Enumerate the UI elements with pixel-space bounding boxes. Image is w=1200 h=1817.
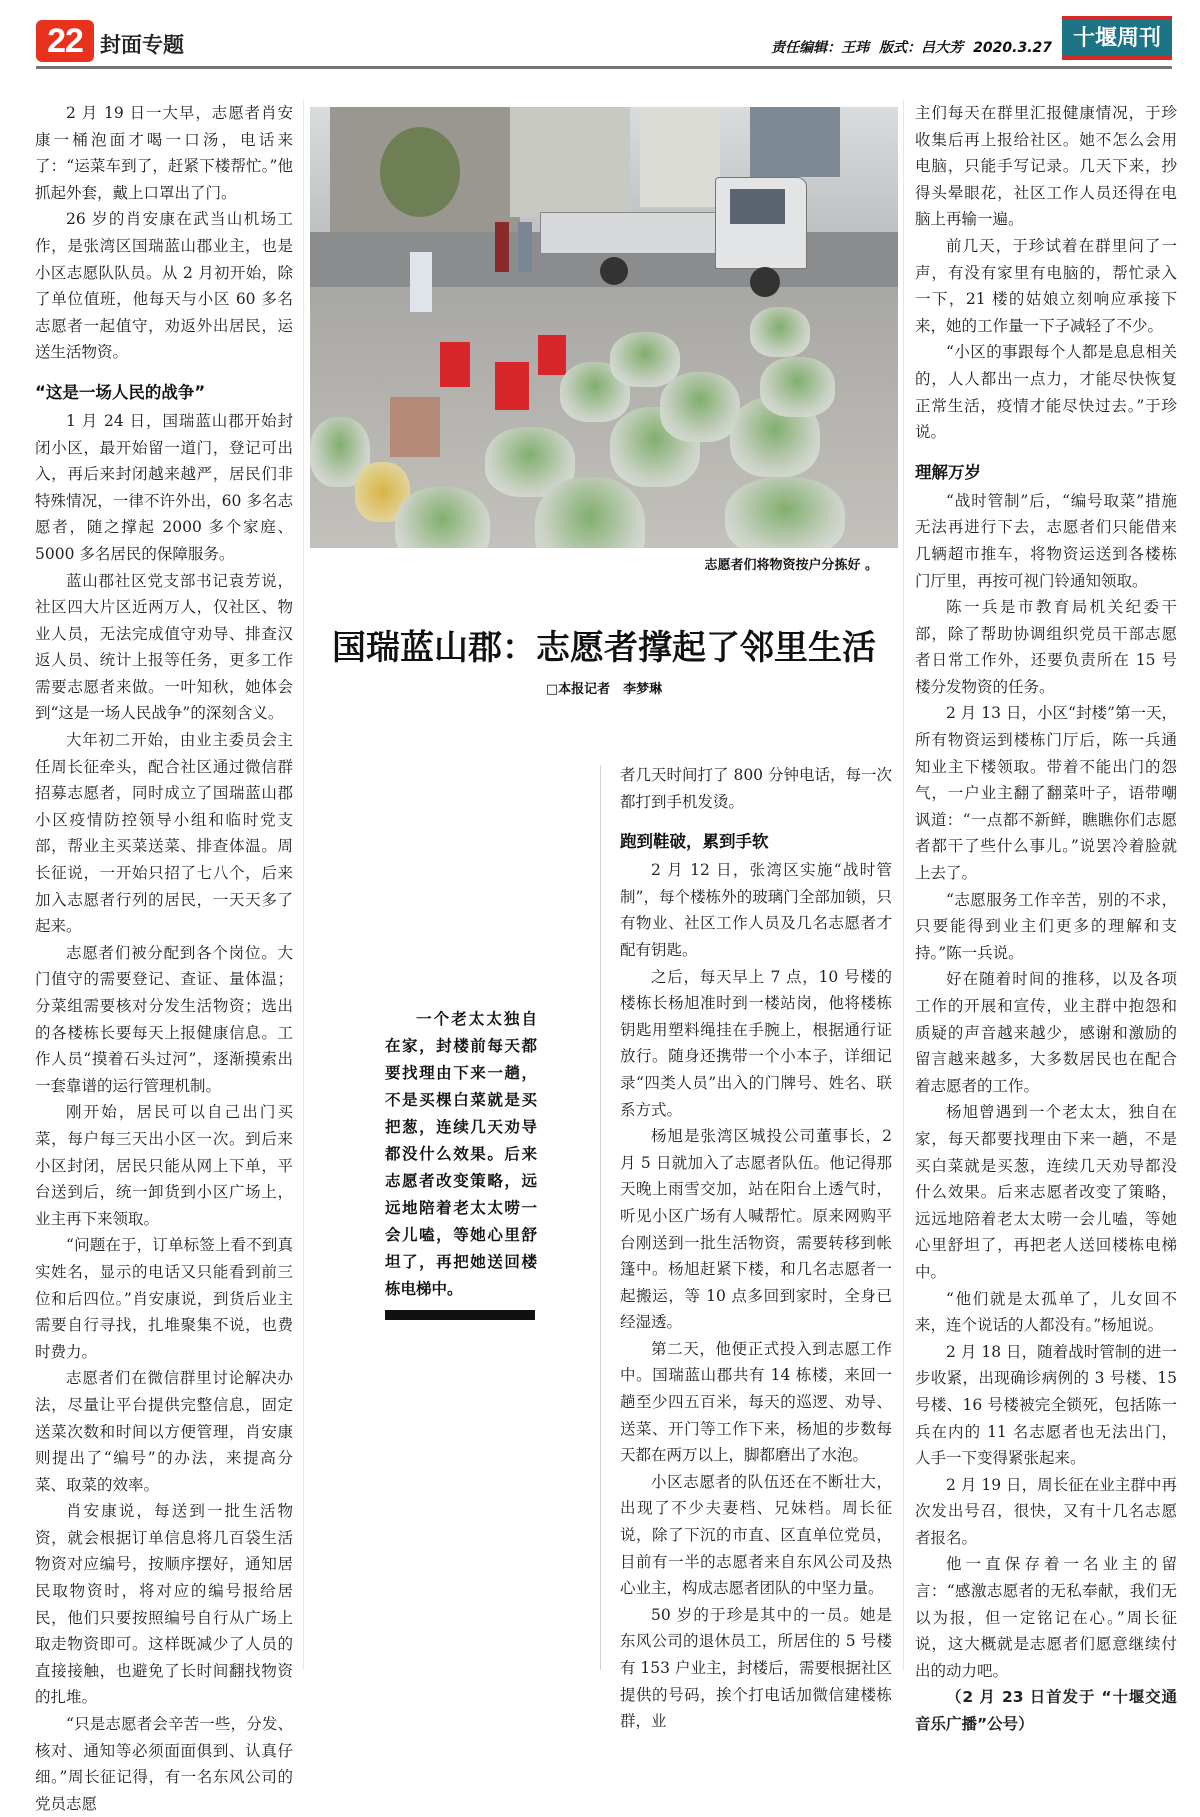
paragraph: 2 月 13 日，小区“封楼”第一天，所有物资运到楼栋门厅后，陈一兵通知业主下楼领取。带着不能出门的怨气，一户业主翻了翻菜叶子，语带嘲讽道：“一点都不新鲜，瞧瞧你们志愿者都干了些什么事儿。”说罢冷着脸就上去了。 (915, 704, 1177, 883)
photo-caption: 志愿者们将物资按户分拣好 。 (704, 558, 878, 573)
paragraph: “小区的事跟每个人都是息息相关的，人人都出一点力，才能尽快恢复正常生活，疫情才能尽快过去。”于珍说。 (915, 343, 1177, 442)
paragraph: 2 月 12 日，张湾区实施“战时管制”，每个楼栋外的玻璃门全部加锁，只有物业、社区工作人员及几名志愿者才配有钥匙。 (620, 861, 892, 959)
paragraph: 好在随着时间的推移，以及各项工作的开展和宣传，业主群中抱怨和质疑的声音越来越少，感谢和激励的留言越来越多，大多数居民也在配合着志愿者的工作。 (915, 970, 1177, 1095)
paragraph: “战时管制”后，“编号取菜”措施无法再进行下去，志愿者们只能借来几辆超市推车，将物资运送到各楼栋门厅里，再按可视门铃通知领取。 (915, 491, 1177, 590)
column-divider (303, 100, 304, 1670)
paragraph: 第二天，他便正式投入到志愿工作中。国瑞蓝山郡共有 14 栋楼，来回一趟至少四五百米，每天的巡逻、劝导、送菜、开门等工作下来，杨旭的步数每天都在两万以上，脚都磨出了水泡。 (620, 1339, 892, 1465)
paragraph: 志愿者们在微信群里讨论解决办法，尽量让平台提供完整信息，固定送菜次数和时间以方便管理，肖安康则提出了“编号”的办法，来提高分菜、取菜的效率。 (35, 1369, 293, 1494)
paragraph: 2 月 19 日一大早，志愿者肖安康一桶泡面才喝一口汤，电话来了：“运菜车到了，赶紧下楼帮忙。”他抓起外套，戴上口罩出了门。 (35, 104, 293, 202)
section-title: 封面专题 (100, 33, 184, 57)
paragraph: 小区志愿者的队伍还在不断壮大，出现了不少夫妻档、兄妹档。周长征说，除了下沉的市直、区直单位党员，目前有一半的志愿者来自东风公司及热心业主，构成志愿者团队的中坚力量。 (620, 1472, 892, 1598)
page-number: 22 (36, 20, 94, 62)
article-title: 国瑞蓝山郡：志愿者撑起了邻里生活 (332, 628, 876, 668)
paragraph: 刚开始，居民可以自己出门买菜，每户每三天出小区一次。到后来小区封闭，居民只能从网上下单，平台送到后，统一卸货到小区广场上，业主再下来领取。 (35, 1103, 293, 1228)
paragraph: 前几天，于珍试着在群里问了一声，有没有家里有电脑的，帮忙录入一下，21 楼的姑娘立刻响应承接下来，她的工作量一下子减轻了不少。 (915, 236, 1177, 335)
paragraph: 50 岁的于珍是其中的一员。她是东风公司的退休员工，所居住的 5 号楼有 153 户业主，封楼后，需要根据社区提供的号码，挨个打电话加微信建楼栋群，业 (620, 1605, 892, 1731)
section-heading: “这是一场人民的战争” (35, 382, 206, 402)
pull-quote-box (385, 1005, 537, 1320)
pull-quote: 一个老太太独自在家，封楼前每天都要找理由下来一趟，不是买棵白菜就是买把葱，连续几天劝导都没什么效果。后来志愿者改变策略，远远地陪着老太太唠一会儿嗑，等她心里舒坦了，再把她送回楼栋电梯中。 (385, 1009, 537, 1298)
article-column-left (35, 100, 293, 1817)
paragraph: “问题在于，订单标签上看不到真实姓名，显示的电话又只能看到前三位和后四位。”肖安康说，到货后业主需要自行寻找，扎堆聚集不说，也费时费力。 (35, 1236, 293, 1361)
paragraph: 志愿者们被分配到各个岗位。大门值守的需要登记、查证、量体温；分菜组需要核对分发生活物资；选出的各楼栋长要每天上报健康信息。工作人员“摸着石头过河”，逐渐摸索出一套靠谱的运行管理机制。 (35, 943, 293, 1095)
header-rule (36, 66, 1172, 69)
publication-logo: 十堰周刊 (1062, 16, 1172, 60)
editor-credit: 责任编辑：王玮 (771, 40, 870, 56)
paragraph: 陈一兵是市教育局机关纪委干部，除了帮助协调组织党员干部志愿者日常工作外，还要负责所在 15 号楼分发物资的任务。 (915, 598, 1177, 696)
paragraph: 蓝山郡社区党支部书记袁芳说，社区四大片区近两万人，仅社区、物业人员，无法完成值守劝导、排查汉返人员、统计上报等任务，更多工作需要志愿者来做。一叶知秋，她体会到“这是一场人民战争”的深刻含义。 (35, 571, 293, 723)
section-heading: 跑到鞋破，累到手软 (620, 832, 769, 852)
paragraph: 他一直保存着一名业主的留言：“感激志愿者的无私奉献，我们无以为报，但一定铭记在心。”周长征说，这大概就是志愿者们愿意继续付出的动力吧。 (915, 1555, 1177, 1680)
paragraph: 肖安康说，每送到一批生活物资，就会根据订单信息将几百袋生活物资对应编号，按顺序摆好，通知居民取物资时，将对应的编号报给居民，他们只要按照编号自行从广场上取走物资即可。这样既减少了人员的直接接触，也避免了长时间翻找物资的扎堆。 (35, 1502, 293, 1707)
paragraph: “他们就是太孤单了，儿女回不来，连个说话的人都没有。”杨旭说。 (915, 1289, 1177, 1335)
paragraph: 者几天时间打了 800 分钟电话，每一次都打到手机发烫。 (620, 766, 892, 811)
article-column-right (915, 100, 1177, 1738)
column-divider (600, 765, 601, 1670)
paragraph: “只是志愿者会辛苦一些，分发、核对、通知等必须面面俱到、认真仔细。”周长征记得，有一名东风公司的党员志愿 (35, 1715, 293, 1813)
article-column-middle (620, 762, 892, 1735)
paragraph: 之后，每天早上 7 点，10 号楼的楼栋长杨旭准时到一楼站岗，他将楼栋钥匙用塑料绳挂在手腕上，根据通行证放行。随身还携带一个小本子，详细记录“四类人员”出入的门牌号、姓名、联系方式。 (620, 967, 892, 1119)
article-photo (310, 107, 898, 548)
column-divider (903, 100, 904, 1670)
paragraph: 1 月 24 日，国瑞蓝山郡开始封闭小区，最开始留一道门，登记可出入，再后来封闭越来越严，居民们非特殊情况，一律不许外出，60 多名志愿者，随之撑起 2000 多个家庭、5000 多名居民的保障服务。 (35, 411, 293, 563)
issue-date: 2020.3.27 (973, 40, 1052, 56)
pull-quote-bar (385, 1310, 535, 1320)
paragraph: 2 月 19 日，周长征在业主群中再次发出号召，很快，又有十几名志愿者报名。 (915, 1475, 1177, 1547)
section-heading: 理解万岁 (915, 462, 981, 482)
paragraph: 26 岁的肖安康在武当山机场工作，是张湾区国瑞蓝山郡业主，也是小区志愿队队员。从 2 月初开始，除了单位值班，他每天与小区 60 多名志愿者一起值守，劝返外出居民，运送生活物资。 (35, 210, 293, 362)
paragraph: 杨旭是张湾区城投公司董事长，2 月 5 日就加入了志愿者队伍。他记得那天晚上雨雪交加，站在阳台上透气时，听见小区广场有人喊帮忙。原来网购平台刚送到一批生活物资，需要转移到帐篷中。杨旭赶紧下楼，和几名志愿者一起搬运，等 10 点多回到家时，全身已经湿透。 (620, 1127, 892, 1332)
paragraph: 2 月 18 日，随着战时管制的进一步收紧，出现确诊病例的 3 号楼、15 号楼、16 号楼被完全锁死，包括陈一兵在内的 11 名志愿者也无法出门，人手一下变得紧张起来。 (915, 1342, 1177, 1468)
paragraph: “志愿服务工作辛苦，别的不求，只要能得到业主们更多的理解和支持。”陈一兵说。 (915, 890, 1177, 962)
source-note: （2 月 23 日首发于 “十堰交通音乐广播”公号） (915, 1688, 1177, 1734)
byline: □本报记者 李梦琳 (545, 682, 663, 697)
layout-credit: 版式：吕大芳 (879, 40, 964, 56)
paragraph: 大年初二开始，由业主委员会主任周长征牵头，配合社区通过微信群招募志愿者，同时成立了国瑞蓝山郡小区疫情防控领导小组和临时党支部，帮业主买菜送菜、排查体温。周长征说，一开始只招了七八个，后来加入志愿者行列的居民，一天天多了起来。 (35, 731, 293, 936)
credits (761, 38, 1052, 58)
paragraph: 主们每天在群里汇报健康情况，于珍收集后再上报给社区。她不怎么会用电脑，只能手写记录。几天下来，抄得头晕眼花，社区工作人员还得在电脑上再输一遍。 (915, 104, 1177, 229)
paragraph: 杨旭曾遇到一个老太太，独自在家，每天都要找理由下来一趟，不是买白菜就是买葱，连续几天劝导都没什么效果。后来志愿者改变了策略，远远地陪着老太太唠一会儿嗑，等她心里舒坦了，再把老人送回楼栋电梯中。 (915, 1103, 1177, 1281)
